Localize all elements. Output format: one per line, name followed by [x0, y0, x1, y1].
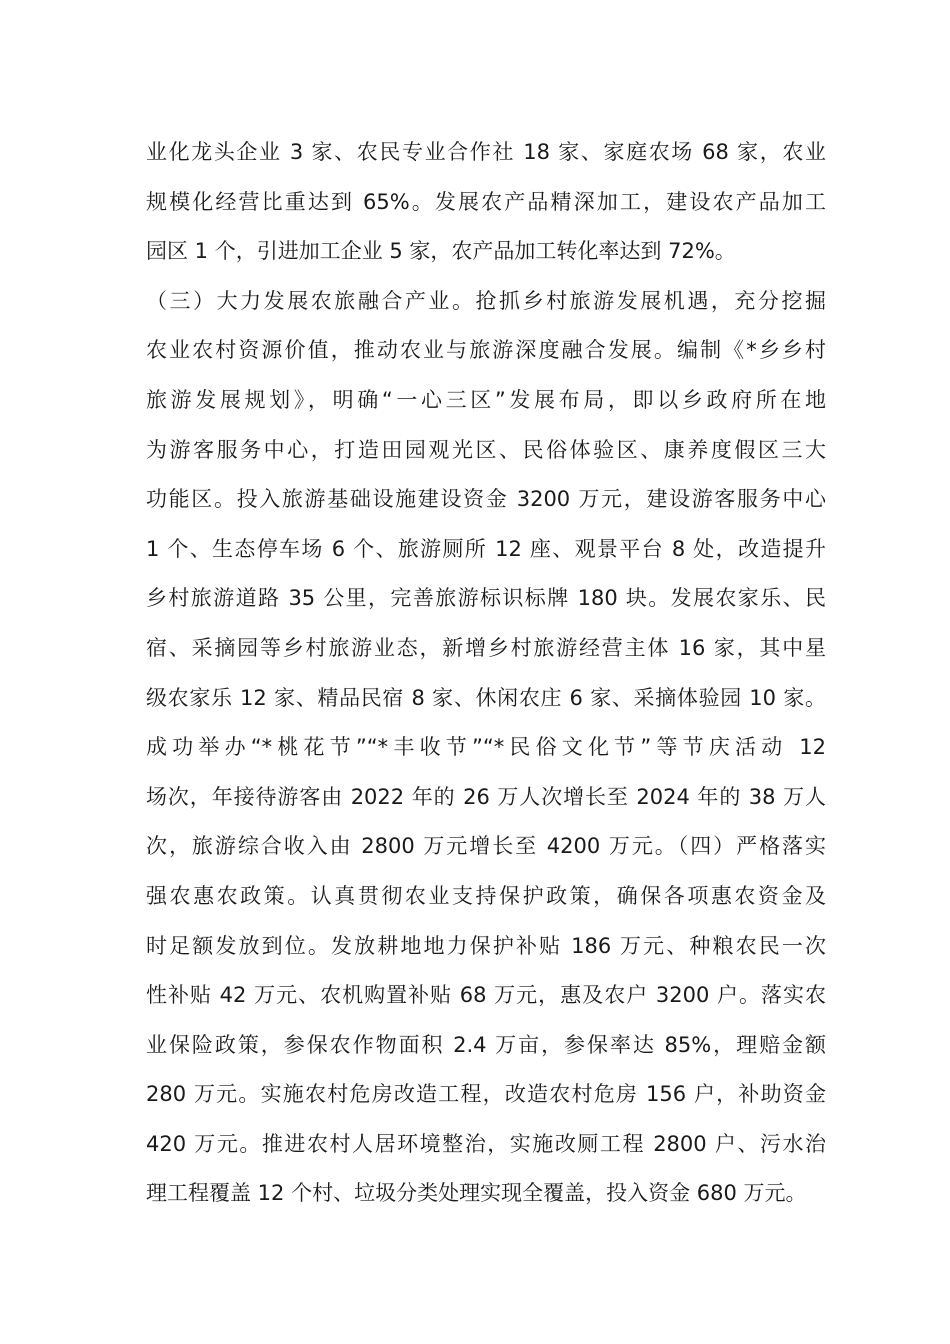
text-line: 宿、采摘园等乡村旅游业态，新增乡村旅游经营主体 16 家，其中星 [146, 635, 826, 660]
text-line: 规模化经营比重达到 65%。发展农产品精深加工，建设农产品加工 [146, 189, 826, 214]
text-line: 280 万元。实施农村危房改造工程，改造农村危房 156 户，补助资金 [146, 1082, 826, 1107]
text-line: 成功举办“*桃花节”“*丰收节”“*民俗文化节”等节庆活动 12 [146, 735, 826, 760]
text-line: 1 个、生态停车场 6 个、旅游厕所 12 座、观景平台 8 处，改造提升 [146, 536, 826, 561]
text-line: 园区 1 个，引进加工企业 5 家，农产品加工转化率达到 72%。 [146, 239, 736, 264]
text-line: 功能区。投入旅游基础设施建设资金 3200 万元，建设游客服务中心 [146, 487, 826, 512]
text-line: 业保险政策，参保农作物面积 2.4 万亩，参保率达 85%，理赔金额 [146, 1032, 826, 1057]
text-line: 理工程覆盖 12 个村、垃圾分类处理实现全覆盖，投入资金 680 万元。 [146, 1181, 807, 1206]
text-line: 420 万元。推进农村人居环境整治，实施改厕工程 2800 户、污水治 [146, 1131, 826, 1156]
text-line: （三）大力发展农旅融合产业。抢抓乡村旅游发展机遇，充分挖掘 [146, 288, 826, 313]
text-line: 级农家乐 12 家、精品民宿 8 家、休闲农庄 6 家、采摘体验园 10 家。 [146, 685, 826, 710]
text-line: 乡村旅游道路 35 公里，完善旅游标识标牌 180 块。发展农家乐、民 [146, 586, 826, 611]
text-line: 旅游发展规划》，明确“一心三区”发展布局，即以乡政府所在地 [146, 387, 826, 412]
text-line: 场次，年接待游客由 2022 年的 26 万人次增长至 2024 年的 38 万人 [146, 784, 826, 809]
text-line: 次，旅游综合收入由 2800 万元增长至 4200 万元。（四）严格落实 [146, 834, 826, 859]
text-line: 性补贴 42 万元、农机购置补贴 68 万元，惠及农户 3200 户。落实农 [146, 983, 826, 1008]
body-text [146, 128, 826, 1219]
text-line: 时足额发放到位。发放耕地地力保护补贴 186 万元、种粮农民一次 [146, 933, 826, 958]
text-line: 业化龙头企业 3 家、农民专业合作社 18 家、家庭农场 68 家，农业 [146, 140, 826, 164]
text-line: 为游客服务中心，打造田园观光区、民俗体验区、康养度假区三大 [146, 437, 826, 462]
text-line: 农业农村资源价值，推动农业与旅游深度融合发展。编制《*乡乡村 [146, 338, 826, 363]
text-line: 强农惠农政策。认真贯彻农业支持保护政策，确保各项惠农资金及 [146, 883, 826, 908]
